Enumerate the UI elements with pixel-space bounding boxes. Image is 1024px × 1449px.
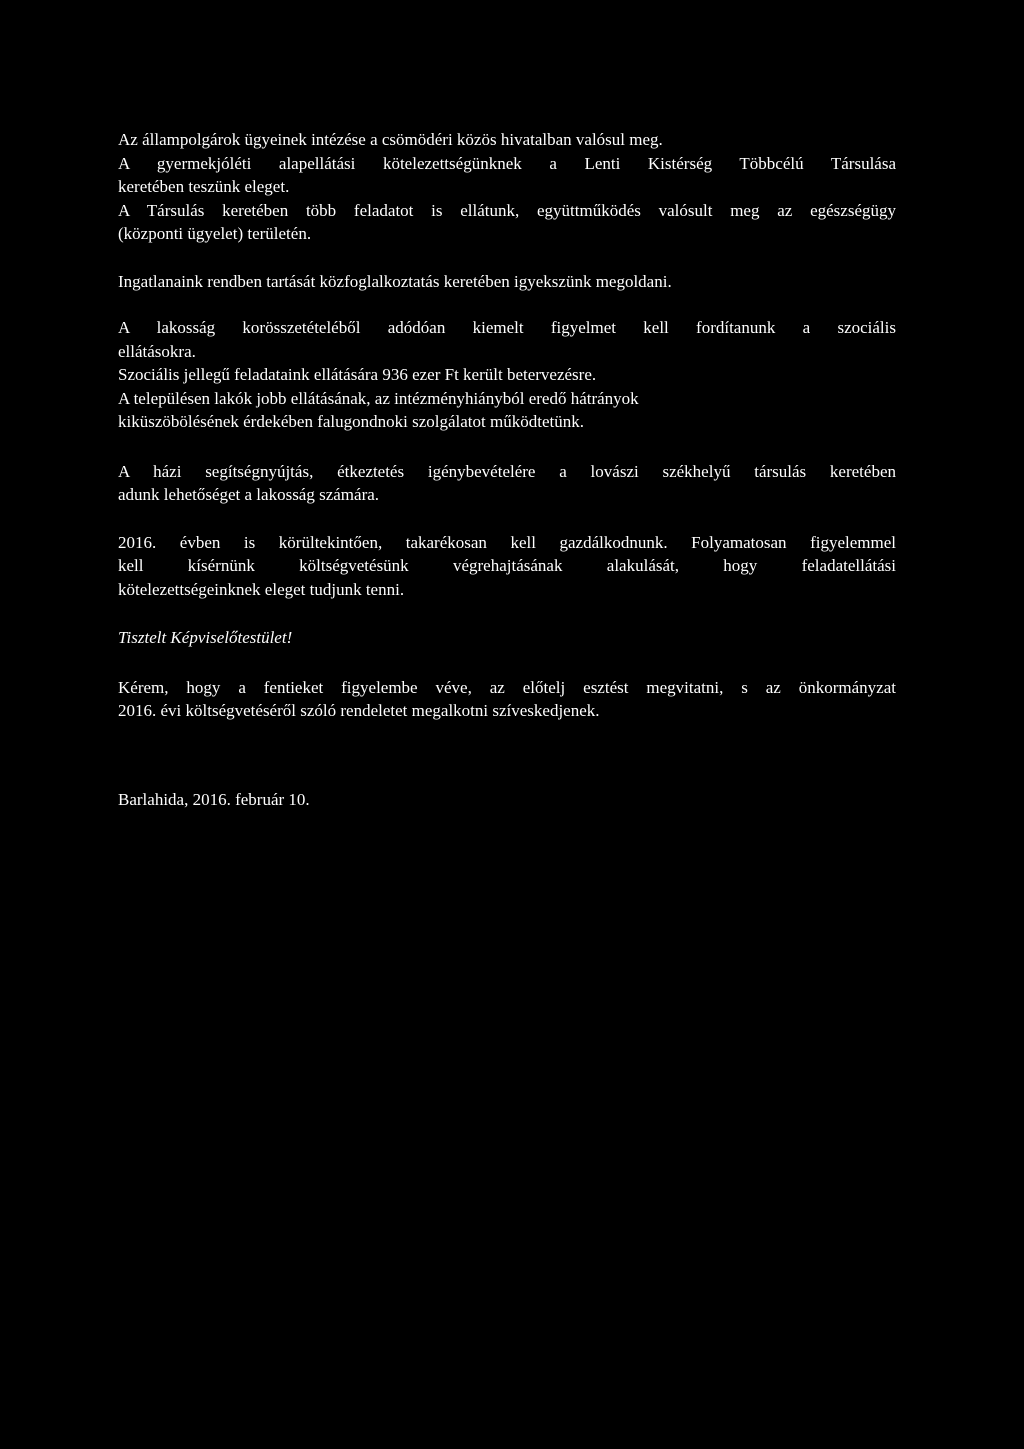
text-line: A lakosság korösszetételéből adódóan kiemelt figyelmet kell fordítanunk a szociális (118, 318, 896, 337)
text-line: (központi ügyelet) területén. (118, 224, 312, 243)
salutation (118, 626, 896, 650)
text-line: Kérem, hogy a fentieket figyelembe véve, az előtelj esztést megvitatni, s az önkormányzat (118, 677, 896, 697)
document-page (118, 128, 896, 811)
paragraph-social (118, 316, 896, 434)
text-line: kötelezettségeinknek eleget tudjunk tenni. (118, 579, 405, 599)
text-line: Az állampolgárok ügyeinek intézése a csömödéri közös hivatalban valósul meg. (118, 130, 663, 149)
text-line: A Társulás keretében több feladatot is ellátunk, együttműködés valósult meg az egészségügy (118, 200, 896, 220)
text-line: keretében teszünk eleget. (118, 177, 290, 196)
text-line: ellátásokra. (118, 341, 196, 361)
salutation-text: Tisztelt Képviselőtestület! (118, 628, 293, 647)
text-line: kell kísérnünk költségvetésünk végrehajtásának alakulását, hogy feladatellátási (118, 556, 896, 575)
text-line: A gyermekjóléti alapellátási kötelezettségünknek a Lenti Kistérség Többcélú Társulása (118, 153, 896, 173)
paragraph-administration (118, 128, 896, 246)
text-line: kiküszöbölésének érdekében falugondnoki szolgálatot működtetünk. (118, 412, 584, 431)
text-line: 2016. évi költségvetéséről szóló rendeletet megalkotni szíveskedjenek. (118, 701, 600, 720)
text-line: A településen lakók jobb ellátásának, az intézményhiányból eredő hátrányok (118, 388, 639, 408)
text-line: adunk lehetőséget a lakosság számára. (118, 485, 380, 504)
paragraph-budget-2016 (118, 531, 896, 602)
paragraph-property (118, 270, 896, 294)
place-date (118, 788, 896, 812)
text-line: 2016. évben is körültekintően, takarékosan kell gazdálkodnunk. Folyamatosan figyelemmel (118, 532, 896, 552)
text-line: Szociális jellegű feladataink ellátására 936 ezer Ft került betervezésre. (118, 365, 597, 384)
text-line: Ingatlanaink rendben tartását közfoglalkoztatás keretében igyekszünk megoldani. (118, 271, 672, 291)
place-date-text: Barlahida, 2016. február 10. (118, 789, 310, 809)
paragraph-home-care (118, 460, 896, 507)
paragraph-request (118, 676, 896, 723)
text-line: A házi segítségnyújtás, étkeztetés igénybevételére a lovászi székhelyű társulás keretében (118, 461, 896, 481)
